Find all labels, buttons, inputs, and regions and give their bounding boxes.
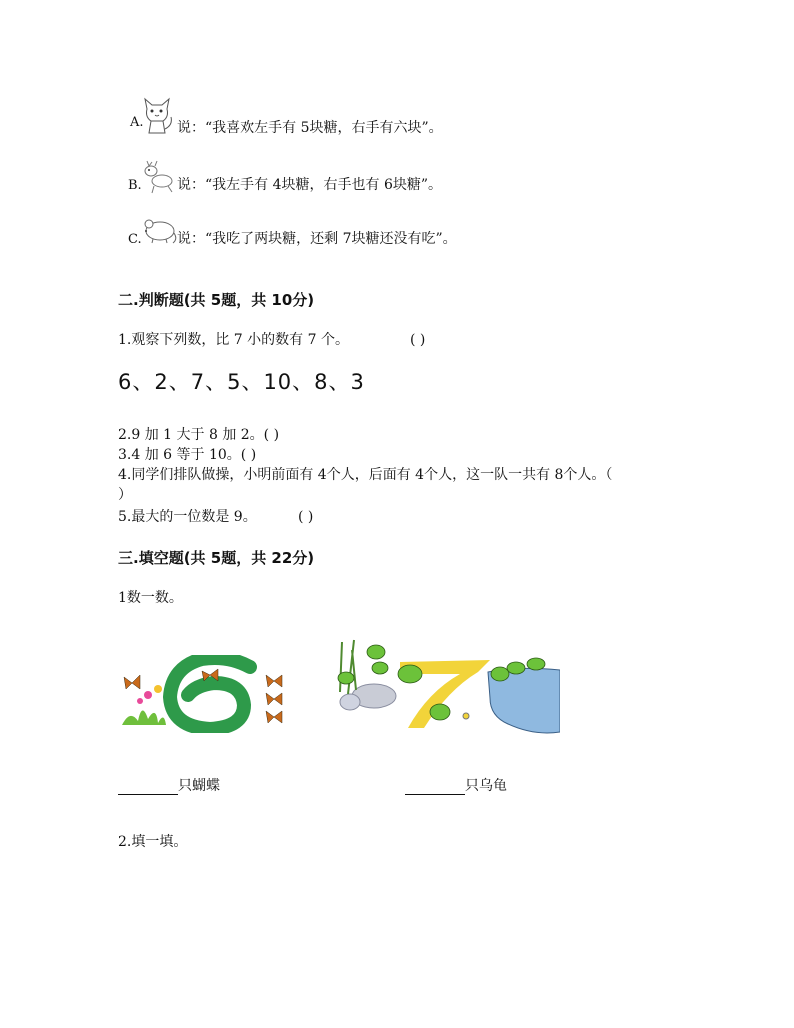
judgment-q1-numbers: 6、2、7、5、10、8、3 <box>118 370 365 394</box>
judgment-q4-paren-close: ） <box>118 487 132 503</box>
fill-in-q2: 2.填一填。 <box>118 834 188 850</box>
fill-in-q1: 1数一数。 <box>118 590 183 606</box>
option-c-text: 说：“我吃了两块糖，还剩 7块糖还没有吃”。 <box>177 231 457 247</box>
option-letter: C. <box>128 232 142 247</box>
judgment-q3: 3.4 加 6 等于 10。( ) <box>118 447 257 463</box>
option-b-text: 说：“我左手有 4块糖，右手也有 6块糖”。 <box>177 177 443 193</box>
butterfly-six-picture <box>118 655 298 733</box>
butterfly-unit-label: 只蝴蝶 <box>178 778 220 794</box>
judgment-q5: 5.最大的一位数是 9。 <box>118 509 257 525</box>
judgment-q4: 4.同学们排队做操，小明前面有 4个人，后面有 4个人，这一队一共有 8个人。（ <box>118 467 613 483</box>
option-a-text: 说：“我喜欢左手有 5块糖，右手有六块”。 <box>177 120 443 136</box>
cat-icon <box>139 95 175 135</box>
judgment-q1: 1.观察下列数，比 7 小的数有 7 个。 <box>118 332 349 348</box>
butterfly-answer <box>118 777 220 795</box>
turtle-seven-picture <box>328 632 560 736</box>
butterfly-count-blank[interactable] <box>118 780 178 795</box>
judgment-q5-answer-paren[interactable]: ( ) <box>298 509 314 525</box>
section-heading-judgment: 二.判断题(共 5题，共 10分) <box>118 291 315 309</box>
option-letter: A. <box>130 115 144 130</box>
turtle-count-blank[interactable] <box>405 780 465 795</box>
judgment-q1-answer-paren[interactable]: ( ) <box>410 332 426 348</box>
turtle-answer <box>405 777 507 795</box>
judgment-q2: 2.9 加 1 大于 8 加 2。( ) <box>118 427 280 443</box>
section-heading-fill-in: 三.填空题(共 5题，共 22分) <box>118 549 315 567</box>
mouse-icon <box>140 213 178 245</box>
deer-icon <box>139 160 177 194</box>
turtle-unit-label: 只乌龟 <box>465 778 507 794</box>
option-letter: B. <box>128 178 142 193</box>
